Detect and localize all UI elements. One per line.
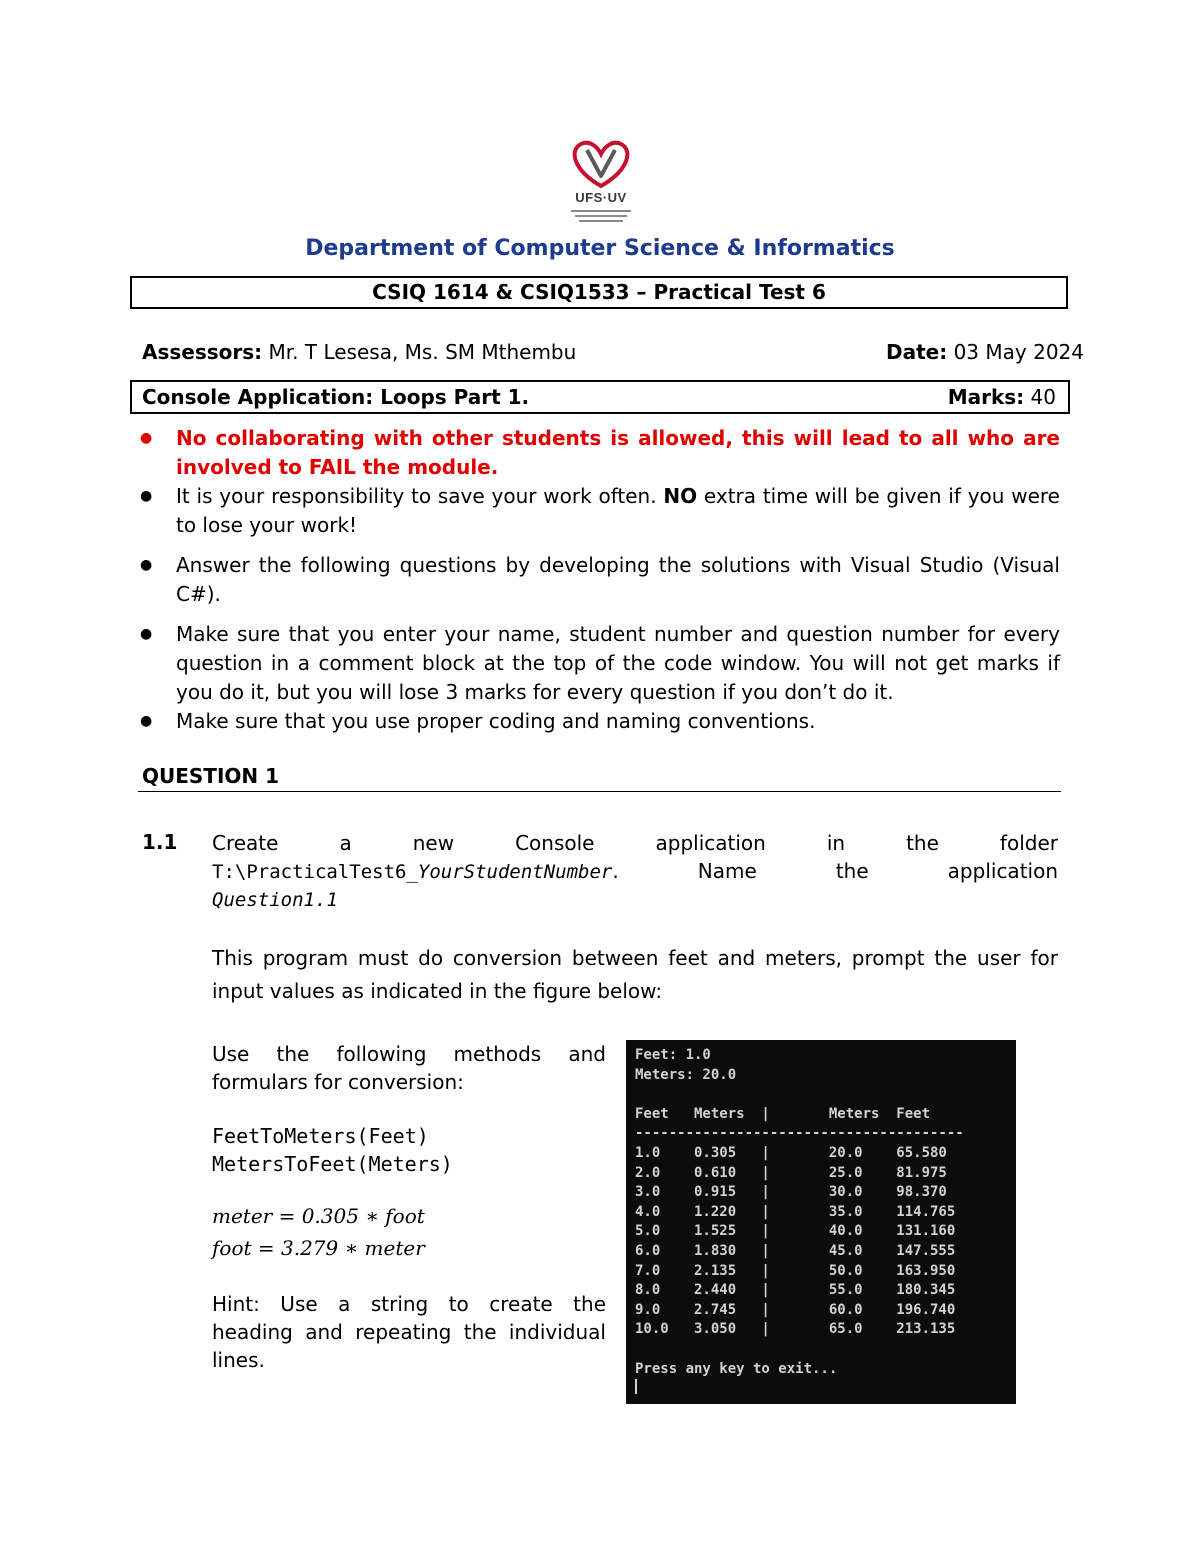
console-row: 6.0 1.830 | 45.0 147.555 xyxy=(635,1242,956,1259)
console-row: 8.0 2.440 | 55.0 180.345 xyxy=(635,1282,956,1299)
console-output xyxy=(626,1040,1016,1404)
ufs-shield-icon xyxy=(565,140,637,190)
logo-text: UFS·UV xyxy=(575,190,627,205)
date-value: 03 May 2024 xyxy=(953,340,1084,364)
formula-foot: foot = 3.279 ∗ meter xyxy=(212,1236,425,1260)
console-separator: --------------------------------------- xyxy=(635,1125,964,1142)
logo-subtext-line xyxy=(579,220,623,222)
question-instruction xyxy=(212,829,1058,914)
console-row: 4.0 1.220 | 35.0 114.765 xyxy=(635,1203,956,1220)
name-text: . Name the application xyxy=(612,859,1058,883)
formula-meter: meter = 0.305 ∗ foot xyxy=(212,1204,425,1228)
bullet-bold-text: NO xyxy=(663,484,698,508)
methods-column xyxy=(212,1040,606,1374)
folder-path: T:\PracticalTest6_ xyxy=(212,861,418,883)
department-title: Department of Computer Science & Informatics xyxy=(305,236,895,261)
console-line: Feet: 1.0 xyxy=(635,1047,711,1063)
bullet-text: Answer the following questions by developing the solutions with Visual Studio (Visual C#). xyxy=(176,553,1060,606)
logo-subtext-line xyxy=(575,215,627,217)
create-text: Create a new Console application in the folder xyxy=(212,831,1058,855)
hint-text: Hint: Use a string to create the heading and repeating the individual lines. xyxy=(212,1292,606,1372)
console-row: 7.0 2.135 | 50.0 163.950 xyxy=(635,1262,956,1279)
list-item xyxy=(138,424,1060,482)
use-methods-text: Use the following methods and formulars for conversion: xyxy=(212,1042,606,1094)
topic-label: Console Application: Loops Part 1. xyxy=(142,385,530,409)
console-row: 10.0 3.050 | 65.0 213.135 xyxy=(635,1321,956,1338)
course-title-box xyxy=(130,276,1068,309)
assessors-value: Mr. T Lesesa, Ms. SM Mthembu xyxy=(268,340,577,364)
list-item xyxy=(138,707,1060,736)
method-meters-to-feet: MetersToFeet(Meters) xyxy=(212,1152,453,1176)
method-feet-to-meters: FeetToMeters(Feet) xyxy=(212,1124,429,1148)
console-row: 2.0 0.610 | 25.0 81.975 xyxy=(635,1164,947,1181)
date-label: Date: xyxy=(885,340,948,364)
console-footer: Press any key to exit... xyxy=(635,1360,838,1377)
marks xyxy=(948,382,1056,412)
date xyxy=(886,340,1084,364)
list-item xyxy=(138,551,1060,609)
topic-box xyxy=(130,380,1070,414)
marks-label: Marks: xyxy=(947,385,1025,409)
list-item xyxy=(138,620,1060,707)
bullet-text: It is your responsibility to save your work often. xyxy=(176,484,664,508)
instruction-list xyxy=(138,424,1060,736)
console-row: 9.0 2.745 | 60.0 196.740 xyxy=(635,1301,956,1318)
heading-underline xyxy=(138,791,1061,792)
course-title: CSIQ 1614 & CSIQ1533 – Practical Test 6 xyxy=(372,280,826,304)
console-row: 3.0 0.915 | 30.0 98.370 xyxy=(635,1184,947,1201)
university-logo xyxy=(565,140,637,226)
bullet-text: No collaborating with other students is allowed, this will lead to all who are involved to FAIL the module. xyxy=(176,426,1060,479)
app-name: Question1.1 xyxy=(212,889,338,911)
console-row: 1.0 0.305 | 20.0 65.580 xyxy=(635,1144,947,1161)
console-header: Feet Meters | Meters Feet xyxy=(635,1105,931,1122)
console-cursor xyxy=(635,1379,637,1394)
marks-value: 40 xyxy=(1030,385,1056,409)
assessors-label: Assessors: xyxy=(142,340,263,364)
description-paragraph: This program must do conversion between feet and meters, prompt the user for input values as indicated in the figure below: xyxy=(212,946,1058,1003)
question-number: 1.1 xyxy=(142,830,178,854)
console-line: Meters: 20.0 xyxy=(635,1066,737,1083)
logo-subtext-line xyxy=(571,210,631,212)
bullet-text: Make sure that you enter your name, student number and question number for every question in a comment block at the top of the code window. You will not get marks if you do it, but you will lose 3 marks for every question if you don’t do it. xyxy=(176,622,1060,704)
console-row: 5.0 1.525 | 40.0 131.160 xyxy=(635,1223,956,1240)
bullet-text: Make sure that you use proper coding and naming conventions. xyxy=(176,709,816,733)
folder-path-student: YourStudentNumber xyxy=(417,861,613,883)
bullet-text: extra time will be given if you were to lose your work! xyxy=(176,484,1060,537)
path-line xyxy=(212,857,1058,886)
assessors xyxy=(142,340,576,364)
list-item xyxy=(138,482,1060,540)
question-heading: QUESTION 1 xyxy=(142,764,280,788)
